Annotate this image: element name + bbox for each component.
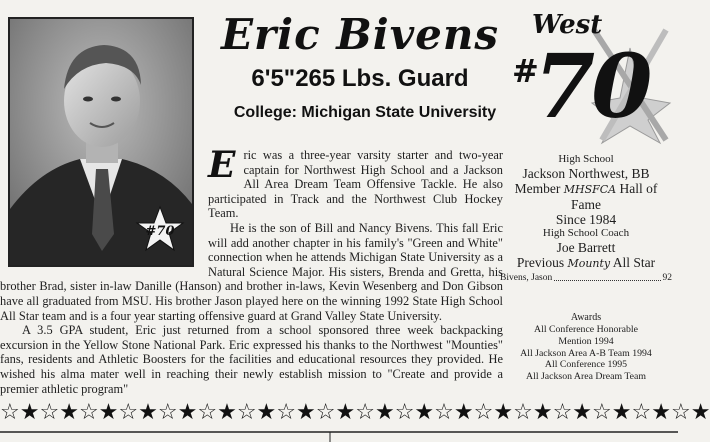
bio-paragraph-1-text: ric was a three-year varsity starter and two-year captain for Northwest High School and a Jackson All Area Dream Team Offensive Tackle. He also participated in Track and the Northwest Club Hockey Team. (208, 148, 503, 221)
bio-paragraph-2: He is the son of Bill and Nancy Bivens. This fall Eric will add another chapter in his family's "Green and White" connection when he attends Michigan State University as a Natural Science Major. His sisters, Brenda and Gretta, his brother Brad, sister in-law Danille (Hanson) and brother in-laws, Kevin Wesenberg and Don Gibson have all graduated from MSU. His brother Jason played here on the winning 1992 State High School All Star team and is a four year starting offensive guard at Grand Valley State University. (0, 220, 503, 323)
player-college: College: Michigan State University (233, 104, 497, 121)
star-icon: ★ (690, 400, 710, 425)
star-icon: ★ (296, 400, 316, 425)
star-icon: ☆ (0, 400, 20, 425)
star-icon: ★ (374, 400, 395, 425)
member-since: Since 1984 (555, 212, 617, 227)
alumni-name: Bivens, Jason (500, 273, 553, 283)
award-item: All Conference Honorable (534, 324, 638, 335)
member-prefix: Member (514, 181, 561, 196)
star-icon: ☆ (592, 400, 612, 425)
awards-section (500, 312, 672, 383)
star-icon: ☆ (552, 400, 573, 425)
jersey-number: 70 (534, 34, 649, 138)
star-icon: ☆ (631, 400, 652, 425)
award-item: All Jackson Area A-B Team 1994 (520, 347, 652, 359)
star-icon: ★ (138, 400, 158, 425)
star-icon: ★ (651, 400, 671, 425)
star-icon: ☆ (157, 400, 178, 425)
star-icon: ☆ (394, 400, 415, 425)
star-icon: ★ (98, 400, 119, 425)
star-icon: ☆ (355, 400, 375, 425)
star-icon: ☆ (78, 400, 99, 425)
bottom-rule (0, 426, 678, 442)
player-name: Eric Bivens (220, 10, 500, 59)
star-icon: ☆ (236, 400, 257, 425)
star-icon: ★ (59, 400, 79, 425)
photo-spacer (0, 148, 208, 272)
star-icon: ☆ (473, 400, 494, 425)
star-icon: ☆ (315, 400, 336, 425)
star-icon: ★ (177, 400, 198, 425)
player-info-sidebar (500, 153, 672, 383)
leader-dots (554, 280, 660, 281)
member-org: MHSFCA (563, 183, 617, 196)
awards-label: Awards (570, 312, 602, 323)
award-item: All Jackson Area Dream Team (526, 371, 646, 383)
star-icon: ☆ (670, 400, 691, 425)
team-name: West (532, 10, 603, 40)
star-icon: ★ (572, 400, 593, 425)
star-icon: ★ (453, 400, 474, 425)
previous-suffix: All Star (612, 255, 656, 270)
star-icon: ☆ (513, 400, 533, 425)
jersey-number-block (510, 8, 670, 143)
previous-italic: Mounty (567, 257, 611, 270)
star-divider (0, 400, 710, 425)
star-icon: ★ (414, 400, 435, 425)
member-suffix: Hall of Fame (571, 181, 658, 212)
star-icon: ★ (493, 400, 514, 425)
star-icon: ☆ (39, 400, 60, 425)
star-icon: ☆ (276, 400, 297, 425)
award-item: Mention 1994 (558, 335, 614, 347)
bio-paragraph-3: A 3.5 GPA student, Eric just returned from a school sponsored three week backpacking excursion in the Yellow Stone National Park. Eric expressed his thanks to the Northwest "Mounties" fans, residents and Athletic Boosters for the facilities and educational resources they provided. He wished his alma mater well in reaching their newly establish mission to "Create and provide a premier athletic program" (0, 323, 503, 396)
coach-name: Joe Barrett (556, 240, 616, 255)
school-label: High School (558, 153, 614, 165)
star-icon: ★ (611, 400, 632, 425)
star-icon: ★ (532, 400, 553, 425)
star-icon: ★ (256, 400, 277, 425)
coach-label: High School Coach (542, 227, 630, 239)
alumni-year: 92 (662, 273, 672, 283)
star-icon: ☆ (197, 400, 218, 425)
alumni-row (500, 272, 672, 284)
number-hash: # (512, 52, 539, 90)
star-icon: ☆ (434, 400, 454, 425)
member-line (500, 181, 672, 212)
star-icon: ★ (19, 400, 40, 425)
photo-badge: #70 (145, 224, 175, 239)
previous-all-star-line (500, 255, 672, 271)
drop-cap: E (208, 144, 236, 186)
star-icon: ★ (217, 400, 237, 425)
player-stats: 6'5"265 Lbs. Guard (251, 65, 469, 92)
previous-prefix: Previous (516, 255, 565, 270)
school-name: Jackson Northwest, BB (522, 166, 650, 181)
award-item: All Conference 1995 (544, 359, 628, 371)
star-icon: ☆ (118, 400, 139, 425)
star-icon: ★ (335, 400, 356, 425)
